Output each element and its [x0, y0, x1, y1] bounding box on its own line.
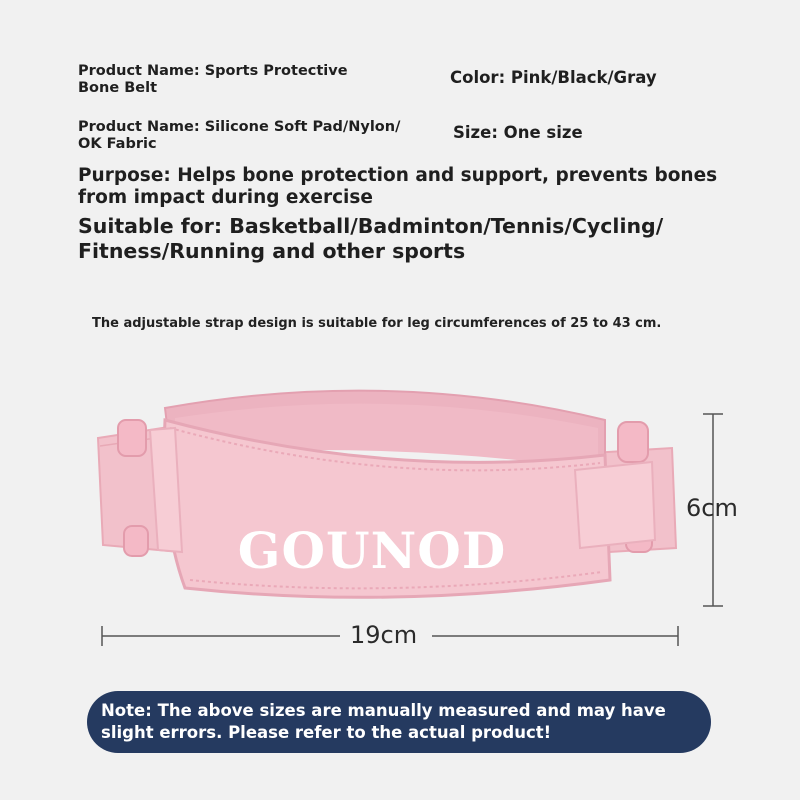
height-dimension-label: 6cm: [686, 494, 738, 522]
suitable-spec: Suitable for: Basketball/Badminton/Tennis/Cycling/ Fitness/Running and other sports: [78, 214, 664, 263]
strap-note: The adjustable strap design is suitable for leg circumferences of 25 to 43 cm.: [92, 316, 662, 331]
width-dimension-label: 19cm: [350, 621, 418, 649]
purpose-spec: Purpose: Helps bone protection and support, prevents bones from impact during exercise: [78, 165, 718, 208]
size-spec: Size: One size: [453, 123, 583, 142]
product-name-spec: Product Name: Sports Protective Bone Belt: [78, 63, 348, 96]
brand-logo: GOUNOD: [237, 521, 507, 580]
note-text: Note: The above sizes are manually measured and may have slight errors. Please refer to the actual product!: [101, 701, 666, 742]
material-spec: Product Name: Silicone Soft Pad/Nylon/ OK Fabric: [78, 119, 401, 152]
note-banner: [87, 691, 711, 753]
color-spec: Color: Pink/Black/Gray: [450, 68, 657, 87]
